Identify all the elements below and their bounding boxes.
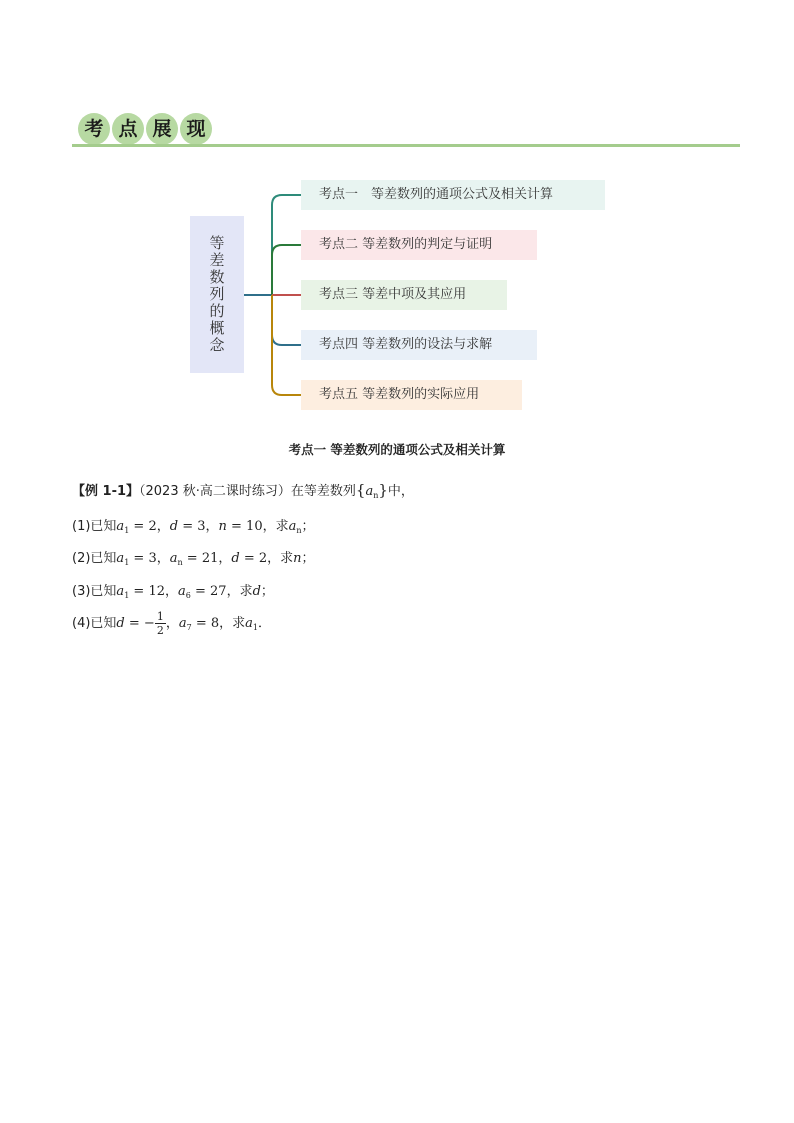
connector-1 [272,195,301,295]
mindmap-branch-2: 考点二 等差数列的判定与证明 [301,230,537,260]
mindmap-branch-4: 考点四 等差数列的设法与求解 [301,330,537,360]
header-divider [72,144,740,147]
header-char-3: 展 [146,113,178,145]
header-char-1: 考 [78,113,110,145]
section-title: 考点一 等差数列的通项公式及相关计算 [288,442,506,457]
header-char-4: 现 [180,113,212,145]
question-4: (4)已知d = − $\frac{1}{2}$ ，$a_7 = 8$，求$a_1$． [72,610,272,637]
question-1: (1)已知$a_1 = 2$，d = 3，n = 10，求$a_n$； [72,519,315,535]
mindmap-root-label: 等差数列的概念 [207,235,226,354]
example-tag: 【例 1-1】 [72,484,140,499]
section-header [72,110,740,150]
example-source: （2023 秋·高二课时练习） [139,484,291,499]
question-2: (2)已知$a_1 = 3$，$a_n = 21$，d = 2，求n； [72,551,315,567]
mindmap-branch-3: 考点三 等差中项及其应用 [301,280,507,310]
question-3: (3)已知$a_1 = 12$，$a_6 = 27$，求d； [72,584,274,600]
connector-5 [272,295,301,395]
connector-4 [272,295,301,345]
mindmap-branch-1: 考点一 等差数列的通项公式及相关计算 [301,180,605,210]
connector-2 [272,245,301,295]
mindmap-root [190,216,244,373]
example-text: 在等差数列 [290,484,356,499]
example-intro: 【例 1-1】（2023 秋·高二课时练习）在等差数列$\{a_n\}$中， [72,481,414,500]
header-char-2: 点 [112,113,144,145]
mindmap-branch-5: 考点五 等差数列的实际应用 [301,380,522,410]
fraction-one-half: $\frac{1}{2}$ [156,610,164,637]
